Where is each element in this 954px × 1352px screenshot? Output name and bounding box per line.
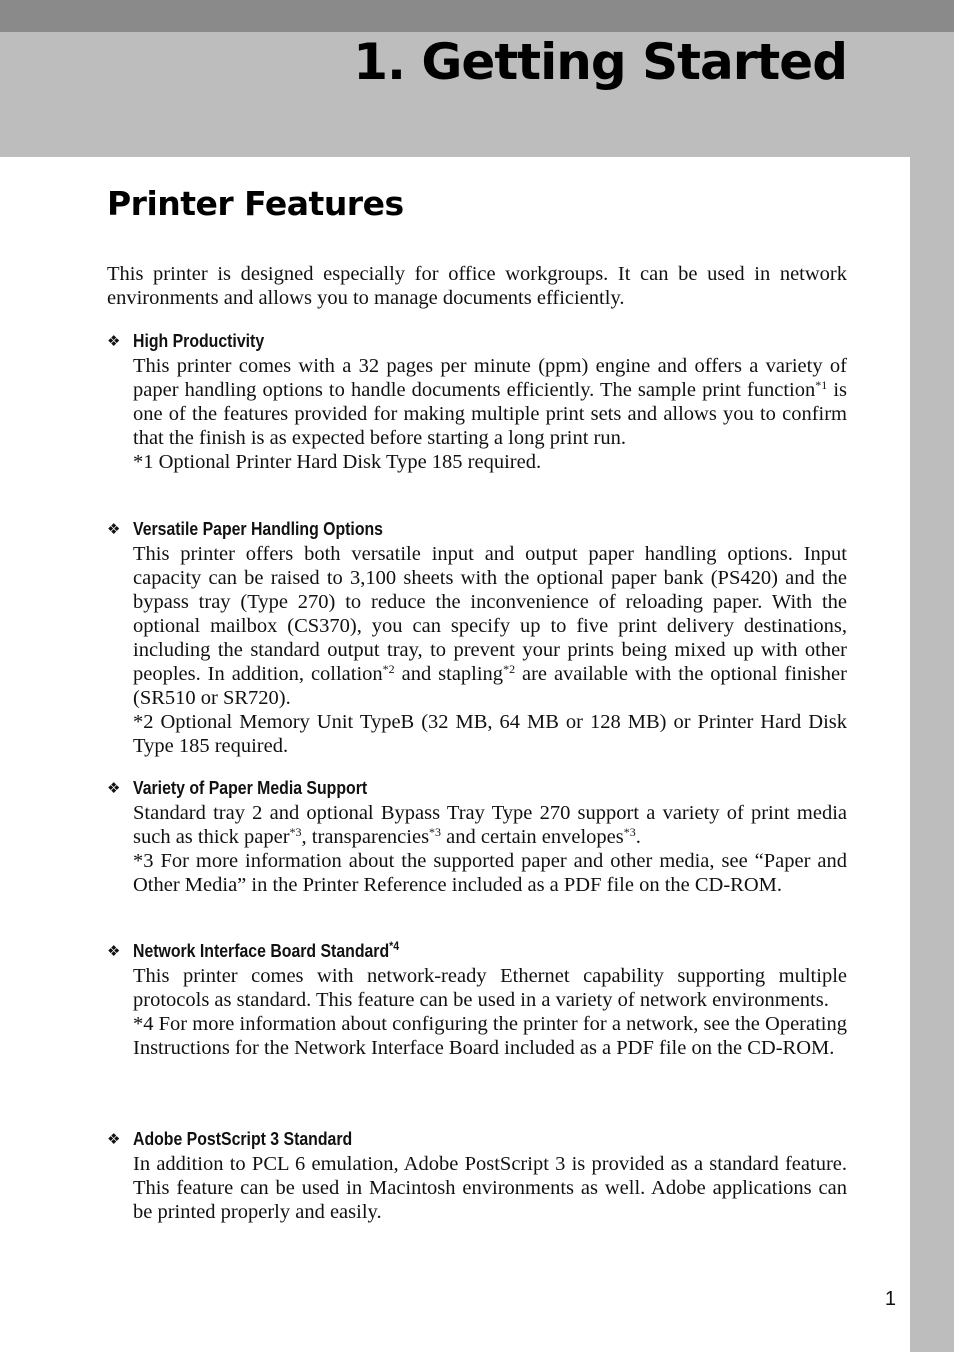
feature-description: This printer comes with network-ready Ethernet capability supporting multiple protocols as standard. This feature can be used in a variety of network environments. <box>133 965 847 1011</box>
feature-title: High Productivity <box>133 330 265 351</box>
feature-versatile-paper-handling <box>107 516 847 758</box>
section-title: Printer Features <box>107 184 404 223</box>
feature-heading <box>107 938 847 964</box>
right-margin-bar <box>910 157 954 1352</box>
feature-adobe-postscript <box>107 1126 847 1224</box>
feature-description: This printer offers both versatile input and output paper handling options. Input capacity can be raised to 3,100 sheets with the optional paper bank (PS420) and the bypass tray (Type 270) to reduce the inconvenience of reloading paper. With the optional mailbox (CS370), you can specify up to five print delivery destinations, including the standard output tray, to prevent your prints being mixed up with other peoples. In addition, collation$^{*2}$ and stapling$^{*2}$ are available with the optional finisher (SR510 or SR720). <box>133 543 847 709</box>
footnote-ref: *3 <box>623 825 636 839</box>
feature-high-productivity <box>107 328 847 474</box>
feature-title: Network Interface Board Standard$^{*4}$ <box>133 938 400 961</box>
feature-title: Versatile Paper Handling Options <box>133 518 383 539</box>
feature-paper-media-support <box>107 775 847 897</box>
page-number: 1 <box>884 1288 896 1310</box>
diamond-bullet-icon: ❖ <box>107 520 121 538</box>
diamond-bullet-icon: ❖ <box>107 1130 121 1148</box>
feature-heading <box>107 516 847 542</box>
intro-paragraph: This printer is designed especially for office workgroups. It can be used in network environments and allows you to manage documents efficiently. <box>107 263 847 309</box>
feature-footnote: *2 Optional Memory Unit TypeB (32 MB, 64 MB or 128 MB) or Printer Hard Disk Type 185 required. <box>133 711 847 757</box>
feature-network-interface-board <box>107 938 847 1060</box>
footnote-ref: *3 <box>429 825 442 839</box>
footnote-ref: *4 <box>389 938 400 953</box>
feature-heading <box>107 328 847 354</box>
chapter-title: 1. Getting Started <box>353 33 847 91</box>
diamond-bullet-icon: ❖ <box>107 942 121 960</box>
feature-heading <box>107 1126 847 1152</box>
feature-description: Standard tray 2 and optional Bypass Tray Type 270 support a variety of print media such as thick paper$^{*3}$, transparencies$^{*3}$ and certain envelopes$^{*3}$. <box>133 802 847 848</box>
footnote-ref: *1 <box>815 378 828 392</box>
footnote-ref: *2 <box>382 662 395 676</box>
feature-footnote: *4 For more information about configuring the printer for a network, see the Operating Instructions for the Network Interface Board included as a PDF file on the CD-ROM. <box>133 1013 847 1059</box>
feature-title: Adobe PostScript 3 Standard <box>133 1128 353 1149</box>
feature-heading <box>107 775 847 801</box>
diamond-bullet-icon: ❖ <box>107 779 121 797</box>
feature-description: This printer comes with a 32 pages per minute (ppm) engine and offers a variety of paper handling options to handle documents efficiently. The sample print function$^{*1}$ is one of the features provided for making multiple print sets and allows you to confirm that the finish is as expected before starting a long print run. <box>133 355 848 449</box>
header-top-strip <box>0 0 954 32</box>
diamond-bullet-icon: ❖ <box>107 332 121 350</box>
feature-description: In addition to PCL 6 emulation, Adobe PostScript 3 is provided as a standard feature. This feature can be used in Macintosh environments as well. Adobe applications can be printed properly and easily. <box>133 1153 847 1223</box>
feature-title: Variety of Paper Media Support <box>133 777 368 798</box>
feature-footnote: *3 For more information about the supported paper and other media, see “Paper and Other Media” in the Printer Reference included as a PDF file on the CD-ROM. <box>133 850 847 896</box>
feature-footnote: *1 Optional Printer Hard Disk Type 185 required. <box>133 451 542 473</box>
footnote-ref: *3 <box>289 825 302 839</box>
footnote-ref: *2 <box>503 662 516 676</box>
